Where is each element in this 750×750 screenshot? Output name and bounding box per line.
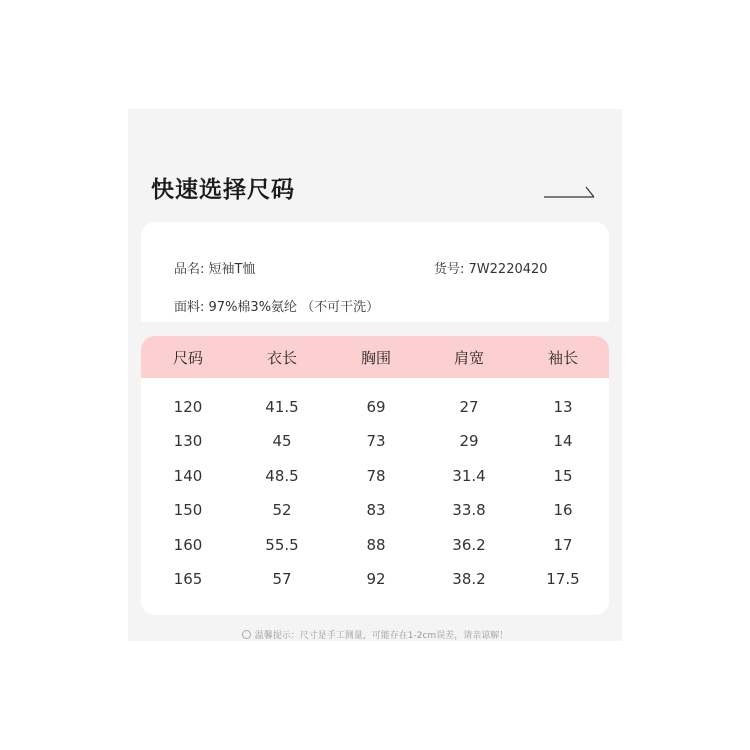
product-fabric-label: 面料:	[174, 300, 205, 315]
table-cell: 17	[553, 535, 573, 554]
column-header: 袖长	[547, 349, 578, 367]
size-table-header	[141, 336, 609, 378]
product-name	[174, 258, 255, 277]
table-cell: 16	[553, 501, 573, 520]
product-sku	[434, 258, 548, 277]
product-fabric-value: 97%棉3%氨纶 （不可干洗）	[208, 300, 380, 315]
table-cell: 150	[173, 501, 203, 520]
table-cell: 31.4	[452, 466, 486, 485]
table-cell: 15	[553, 466, 573, 485]
table-cell: 27	[459, 398, 479, 416]
footer-text: 温馨提示：尺寸是手工测量，可能存在1-2cm误差，请亲谅解！	[254, 631, 509, 641]
table-cell: 48.5	[265, 466, 299, 485]
table-cell: 13	[553, 398, 573, 416]
arrow-right-icon[interactable]	[544, 183, 598, 201]
table-cell: 52	[272, 501, 292, 520]
footer-note	[128, 628, 622, 641]
table-cell: 165	[173, 570, 203, 588]
table-cell: 92	[366, 570, 386, 588]
table-cell: 45	[272, 432, 292, 451]
table-cell: 69	[366, 398, 386, 416]
table-cell: 160	[173, 535, 203, 554]
table-cell: 41.5	[265, 398, 299, 416]
product-sku-value: 7W2220420	[468, 262, 548, 277]
table-cell: 73	[366, 432, 386, 451]
size-table	[141, 336, 609, 615]
table-cell: 78	[366, 466, 386, 485]
column-header: 尺码	[172, 349, 203, 367]
table-cell: 36.2	[452, 535, 486, 554]
table-cell: 57	[272, 570, 292, 588]
product-sku-label: 货号:	[434, 262, 465, 277]
table-cell: 33.8	[452, 501, 486, 520]
table-cell: 14	[553, 432, 573, 451]
table-cell: 120	[173, 398, 203, 416]
table-cell: 140	[173, 466, 203, 485]
product-info-card	[141, 222, 609, 322]
table-cell: 130	[173, 432, 203, 451]
page-title: 快速选择尺码	[151, 177, 295, 203]
column-header: 衣长	[266, 349, 297, 367]
size-guide-panel	[128, 109, 622, 641]
table-cell: 83	[366, 501, 386, 520]
table-cell: 29	[459, 432, 479, 451]
table-cell: 55.5	[265, 535, 299, 554]
table-cell: 17.5	[546, 570, 580, 588]
table-cell: 38.2	[452, 570, 486, 588]
product-name-label: 品名:	[174, 262, 205, 277]
smile-icon	[242, 630, 251, 639]
product-fabric	[174, 296, 379, 315]
column-header: 肩宽	[453, 349, 484, 367]
table-cell: 88	[366, 535, 386, 554]
product-name-value: 短袖T恤	[208, 262, 256, 277]
column-header: 胸围	[360, 349, 391, 367]
